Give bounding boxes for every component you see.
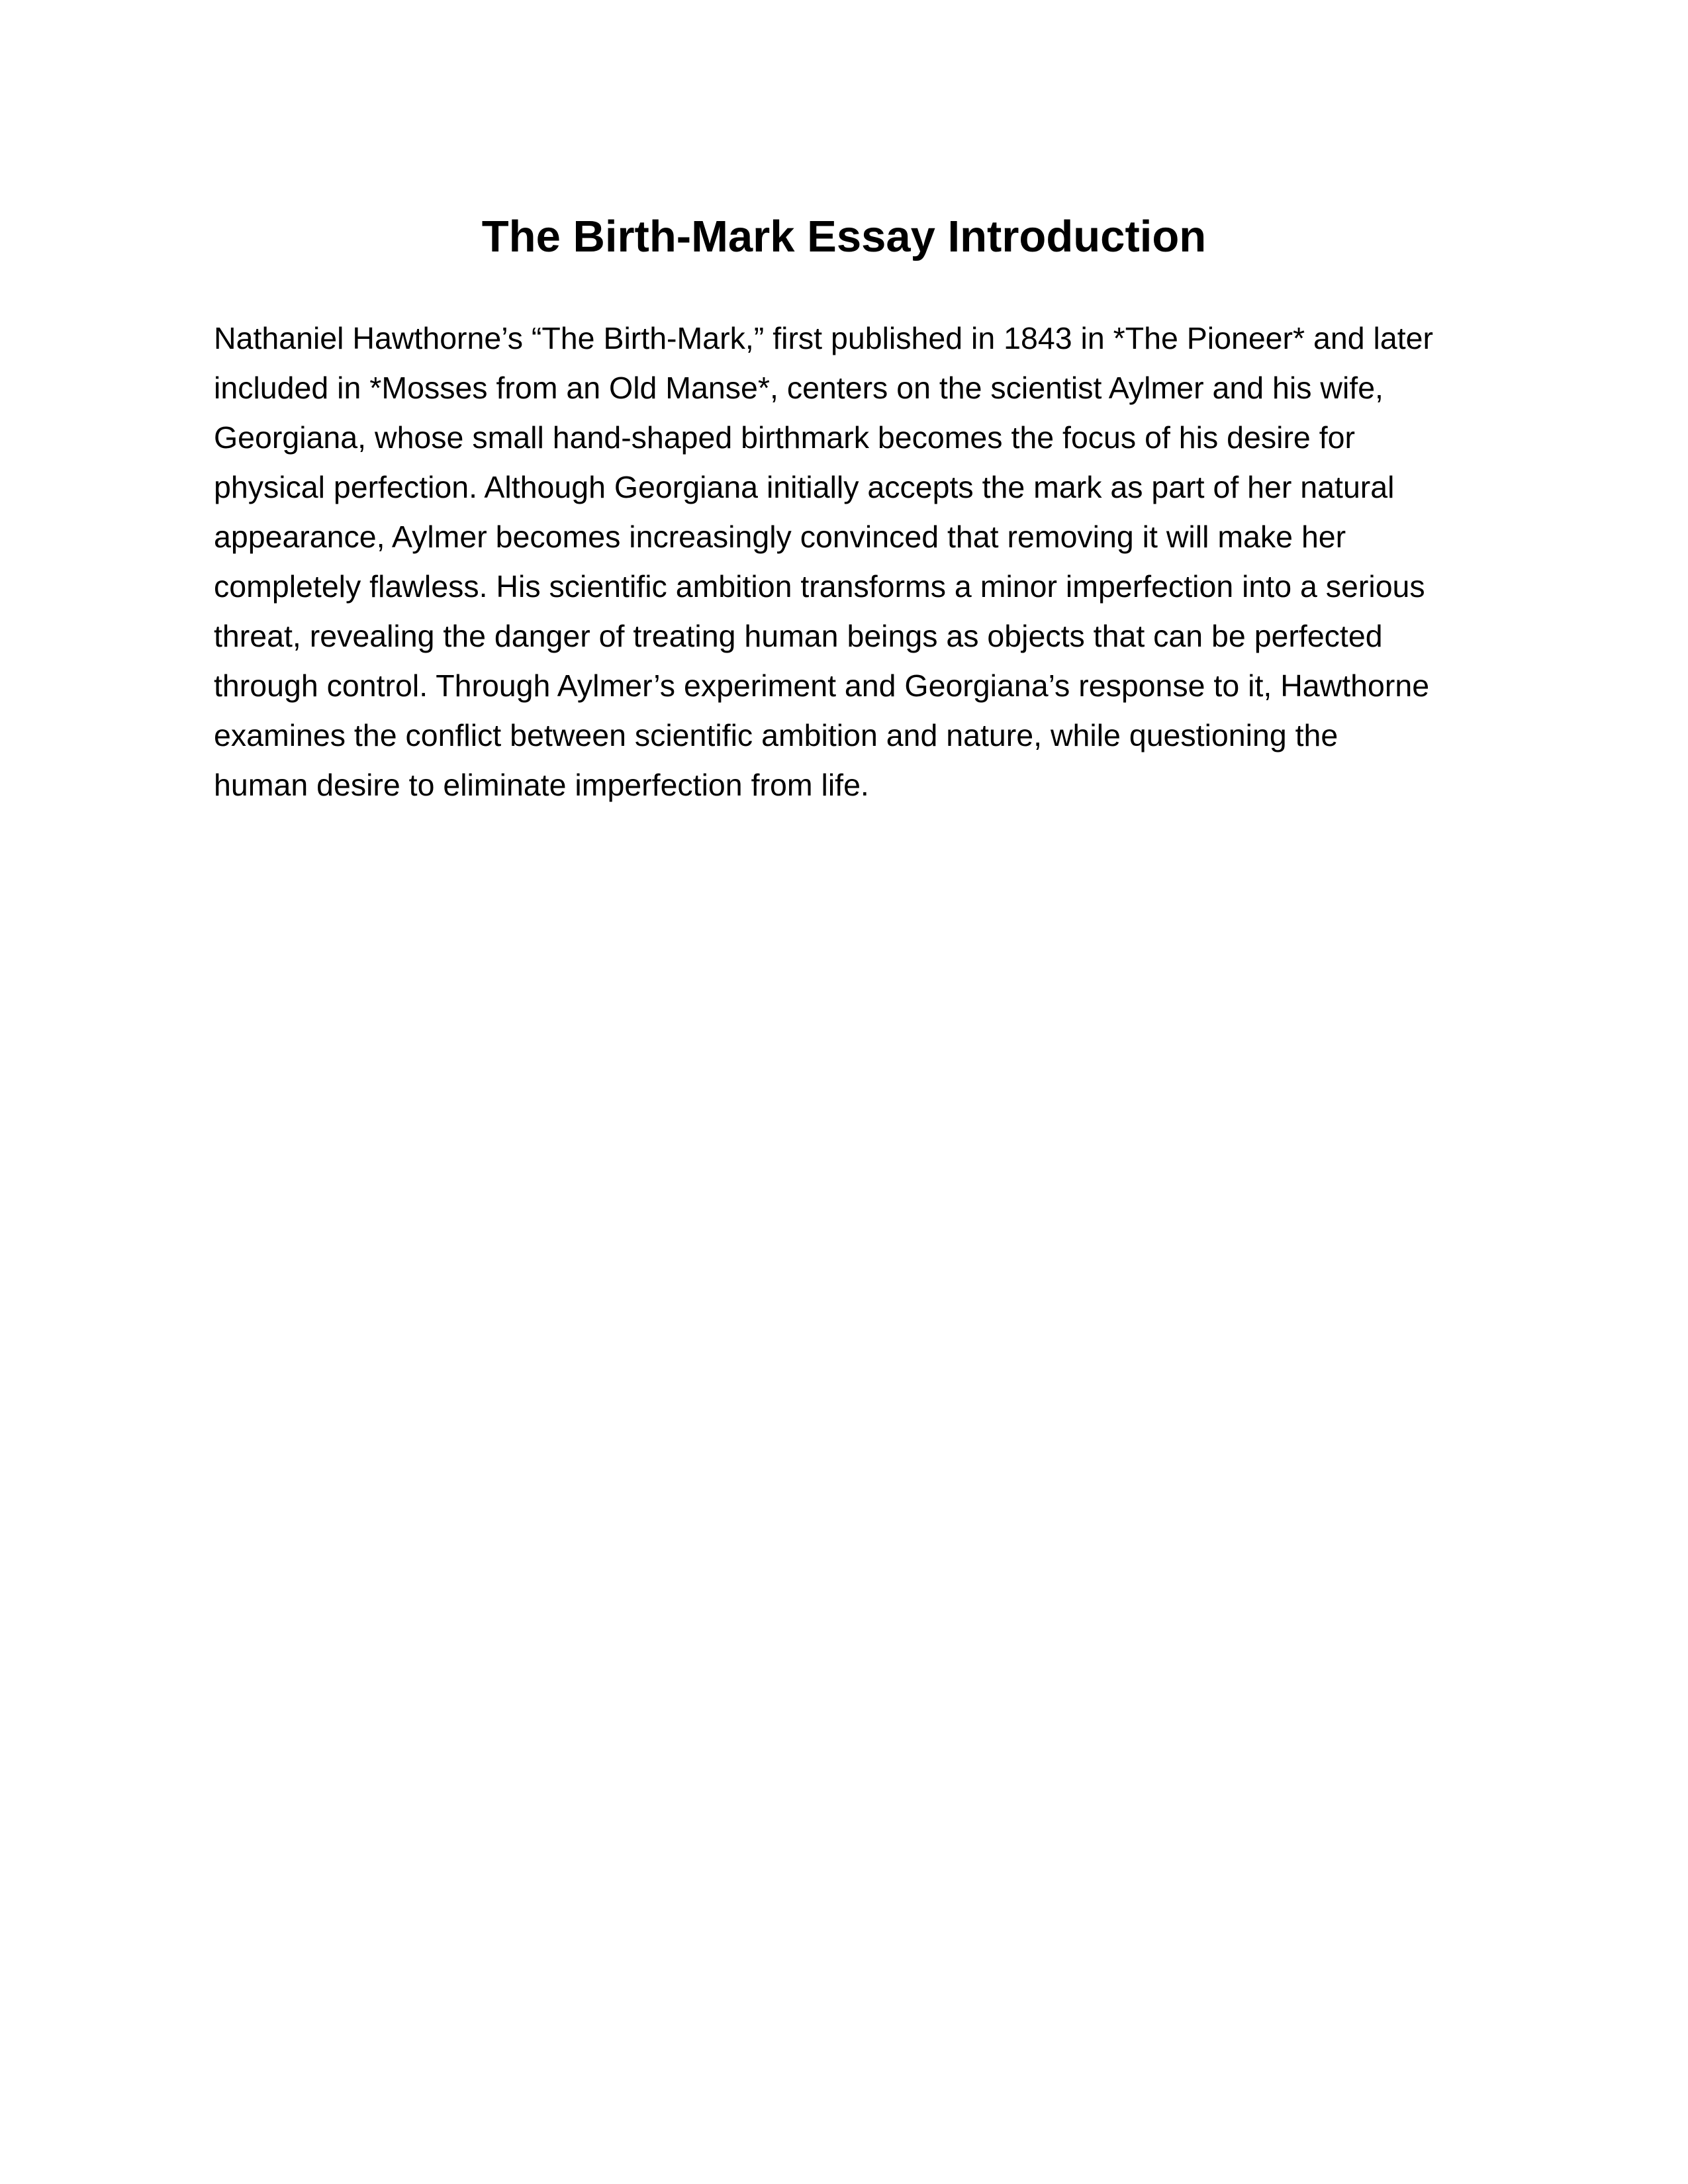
paragraph-line: Nathaniel Hawthorne’s “The Birth-Mark,” first published in 1843 in *The Pioneer* and later bbox=[214, 321, 1433, 355]
paragraph-line: completely flawless. His scientific ambition transforms a minor imperfection into a serious bbox=[214, 569, 1425, 604]
paragraph-line: through control. Through Aylmer’s experiment and Georgiana’s response to it, Hawthorne bbox=[214, 668, 1430, 703]
intro-paragraph bbox=[214, 314, 1498, 810]
document-title: The Birth-Mark Essay Introduction bbox=[481, 212, 1207, 261]
paragraph-line: physical perfection. Although Georgiana initially accepts the mark as part of her natural bbox=[214, 470, 1395, 504]
paragraph-line: Georgiana, whose small hand-shaped birthmark becomes the focus of his desire for bbox=[214, 420, 1355, 455]
paragraph-line: included in *Mosses from an Old Manse*, centers on the scientist Aylmer and his wife, bbox=[214, 371, 1383, 405]
paragraph-line: human desire to eliminate imperfection from life. bbox=[214, 768, 869, 802]
paragraph-line: examines the conflict between scientific ambition and nature, while questioning the bbox=[214, 718, 1338, 752]
paragraph-line: threat, revealing the danger of treating human beings as objects that can be perfected bbox=[214, 619, 1383, 653]
paragraph-line: appearance, Aylmer becomes increasingly convinced that removing it will make her bbox=[214, 520, 1346, 554]
